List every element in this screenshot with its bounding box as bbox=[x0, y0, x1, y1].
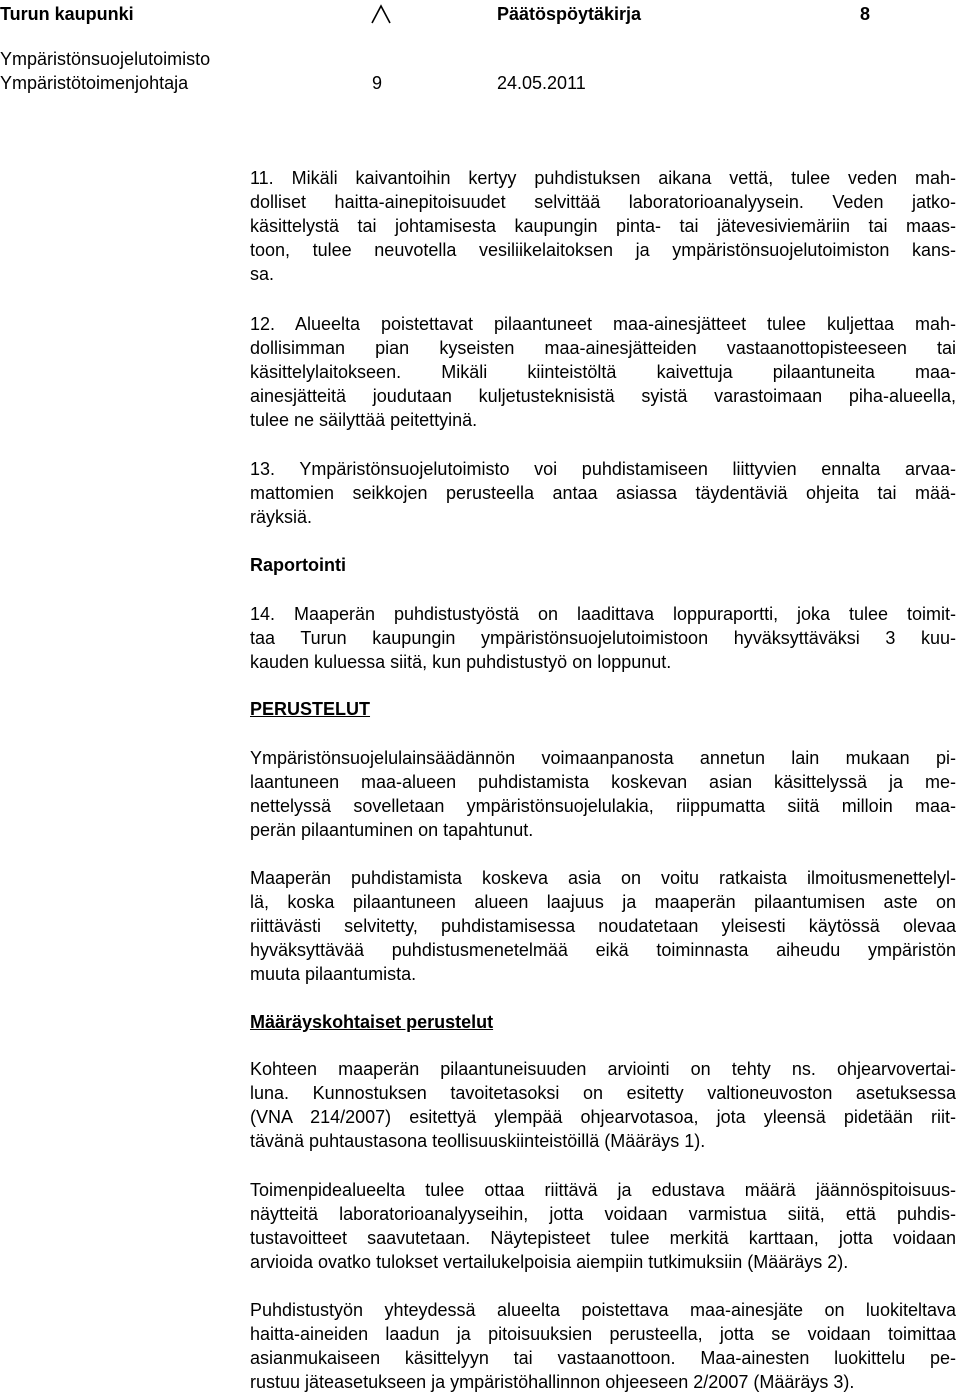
text-line: 13. Ympäristönsuojelutoimisto voi puhdistamiseen liittyvien ennalta arvaa- bbox=[250, 459, 956, 479]
text-line: mattomien seikkojen perusteella antaa asiassa täydentäviä ohjeita tai mää- bbox=[250, 483, 956, 503]
paragraph-basis-notification bbox=[250, 866, 956, 986]
text-line: räyksiä. bbox=[250, 507, 313, 527]
meeting-date: 24.05.2011 bbox=[497, 73, 586, 93]
text-line: ainesjätteitä joudutaan kuljetusteknisistä syistä varastoimaan piha-alueella, bbox=[250, 386, 956, 406]
text-line: (VNA 214/2007) esitettyä ylempää ohjearvotasoa, jota yleensä pidetään riit- bbox=[250, 1107, 956, 1127]
page-number: 8 bbox=[860, 4, 871, 24]
text-line: rustuu jäteasetukseen ja ympäristöhallinnon ohjeeseen 2/2007 (Määräys 3). bbox=[250, 1372, 855, 1392]
text-line: näytteitä laboratorioanalyyseihin, jotta voidaan varmistua siitä, että puhdis- bbox=[250, 1204, 956, 1224]
paragraph-basis-law bbox=[250, 746, 956, 842]
text-line: Toimenpidealueelta tulee ottaa riittävä ja edustava määrä jäännöspitoisuus- bbox=[250, 1180, 956, 1200]
department: Ympäristönsuojelutoimisto bbox=[0, 49, 211, 69]
text-line: tulee ne säilyttää peitettyinä. bbox=[250, 410, 478, 430]
text-line: dollisimman pian kyseisten maa-ainesjätteiden vastaanottopisteeseen tai bbox=[250, 338, 956, 358]
text-line: hyväksyttävää puhdistusmenetelmää eikä toiminnasta aiheudu ympäristön bbox=[250, 940, 956, 960]
paragraph-rationale-2 bbox=[250, 1178, 956, 1274]
text-line: muuta pilaantumista. bbox=[250, 964, 417, 984]
text-line: lä, koska pilaantuneen alueen laajuus ja maaperän pilaantumisen aste on bbox=[250, 892, 956, 912]
text-line: Puhdistustyön yhteydessä alueelta poistettava maa-ainesjäte on luokiteltava bbox=[250, 1300, 956, 1320]
text-line: dolliset haitta-ainepitoisuudet selvittää laboratorioanalyysein. Veden jatko- bbox=[250, 192, 956, 212]
text-line: käsittelylaitokseen. Mikäli kiinteistöltä kaivettuja pilaantuneita maa- bbox=[250, 362, 956, 382]
text-line: käsittelystä tai johtamisesta kaupungin pinta- tai jätevesiviemäriin tai maas- bbox=[250, 216, 956, 236]
text-line: Ympäristönsuojelulainsäädännön voimaanpanosta annetun lain mukaan pi- bbox=[250, 748, 956, 768]
paragraph-11 bbox=[250, 166, 956, 286]
paragraph-14 bbox=[250, 602, 956, 674]
page-marker-icon bbox=[370, 2, 392, 26]
org-name: Turun kaupunki bbox=[0, 4, 134, 24]
document-type: Päätöspöytäkirja bbox=[497, 4, 642, 24]
text-line: perän pilaantuminen on tapahtunut. bbox=[250, 820, 534, 840]
text-line: asianmukaiseen käsittelyyn tai vastaanottoon. Maa-ainesten luokittelu pe- bbox=[250, 1348, 956, 1368]
paragraph-12 bbox=[250, 312, 956, 432]
text-line: riittävästi selvitetty, puhdistamisessa noudatetaan yleisesti käytössä olevaa bbox=[250, 916, 956, 936]
text-line: arvioida ovatko tulokset vertailukelpoisia aiempiin tutkimuksiin (Määräys 2). bbox=[250, 1252, 849, 1272]
role: Ympäristötoimenjohtaja bbox=[0, 73, 189, 93]
text-line: tävänä puhtaustasona teollisuuskiinteistöillä (Määräys 1). bbox=[250, 1131, 706, 1151]
text-line: 12. Alueelta poistettavat pilaantuneet maa-ainesjätteet tulee kuljettaa mah- bbox=[250, 314, 956, 334]
text-line: Kohteen maaperän pilaantuneisuuden arviointi on tehty ns. ohjearvovertai- bbox=[250, 1059, 956, 1079]
section-heading-raportointi: Raportointi bbox=[250, 555, 346, 575]
text-line: haitta-aineiden laadun ja pitoisuuksien perusteella, jotta se voidaan toimittaa bbox=[250, 1324, 956, 1344]
paragraph-13 bbox=[250, 457, 956, 529]
text-line: taa Turun kaupungin ympäristönsuojelutoimistoon hyväksyttäväksi 3 kuu- bbox=[250, 628, 956, 648]
text-line: sa. bbox=[250, 264, 275, 284]
text-line: kauden kuluessa siitä, kun puhdistustyö on loppunut. bbox=[250, 652, 672, 672]
paragraph-rationale-1 bbox=[250, 1057, 956, 1153]
text-line: 11. Mikäli kaivantoihin kertyy puhdistuksen aikana vettä, tulee veden mah- bbox=[250, 168, 956, 188]
text-line: laantuneen maa-alueen puhdistamista koskevan asian käsittelyssä ja me- bbox=[250, 772, 956, 792]
item-number: 9 bbox=[372, 73, 383, 93]
text-line: Maaperän puhdistamista koskeva asia on voitu ratkaista ilmoitusmenettelyl- bbox=[250, 868, 956, 888]
text-line: luna. Kunnostuksen tavoitetasoksi on esitetty valtioneuvoston asetuksessa bbox=[250, 1083, 956, 1103]
text-line: 14. Maaperän puhdistustyöstä on laadittava loppuraportti, joka tulee toimit- bbox=[250, 604, 956, 624]
section-heading-maaraykset: Määräyskohtaiset perustelut bbox=[250, 1012, 494, 1032]
text-line: toon, tulee neuvotella vesiliikelaitoksen ja ympäristönsuojelutoimiston kans- bbox=[250, 240, 956, 260]
text-line: tustavoitteet saavutetaan. Näytepisteet tulee merkitä karttaan, jotta voidaan bbox=[250, 1228, 956, 1248]
section-heading-perustelut: PERUSTELUT bbox=[250, 699, 371, 719]
paragraph-rationale-3 bbox=[250, 1298, 956, 1394]
text-line: nettelyssä sovelletaan ympäristönsuojelulakia, riippumatta siitä milloin maa- bbox=[250, 796, 956, 816]
